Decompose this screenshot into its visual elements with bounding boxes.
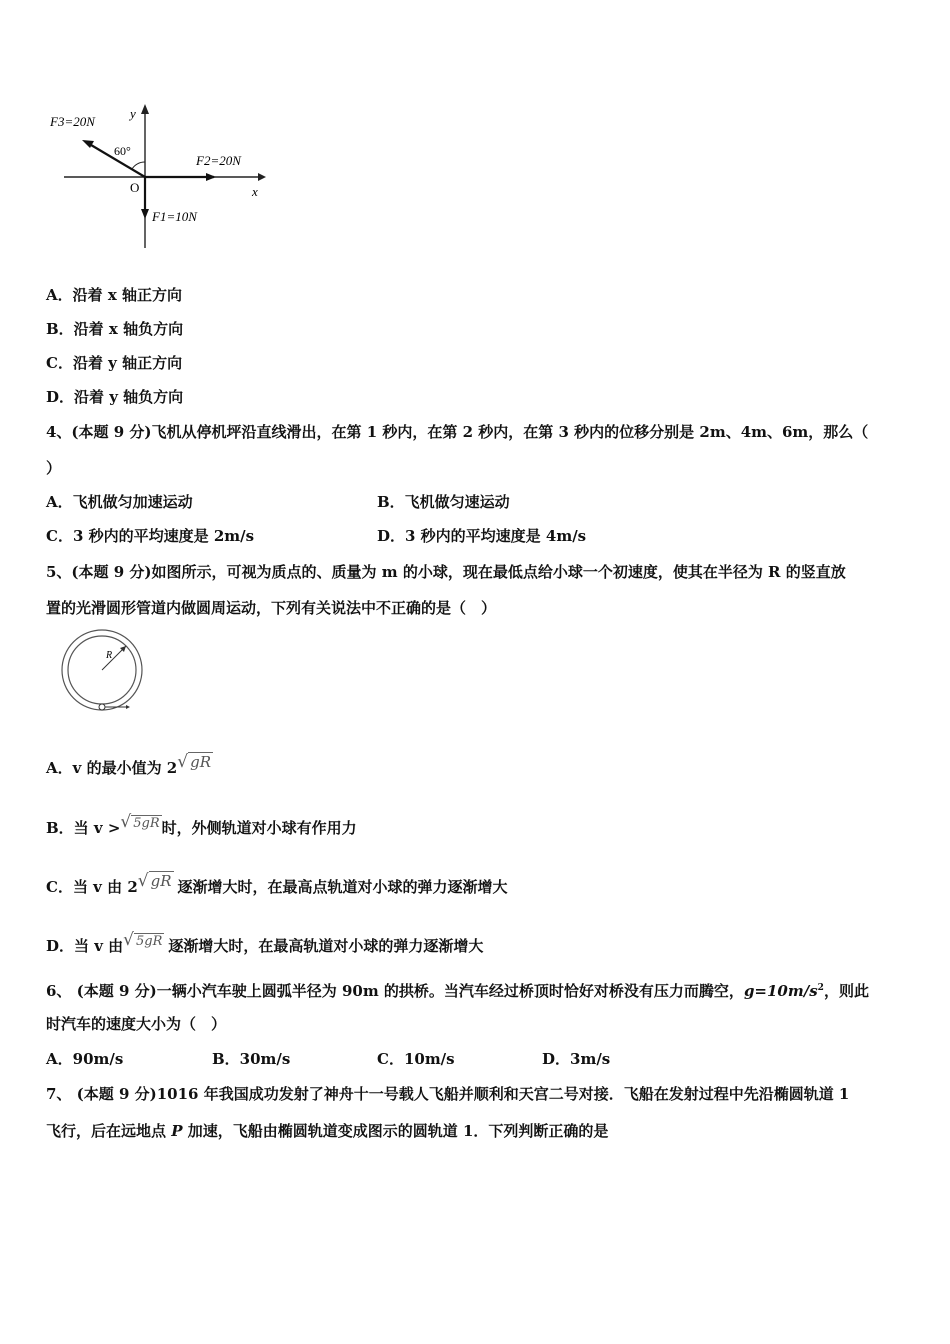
q6-stem-post: ，则此 <box>823 982 869 1000</box>
q3-option-a[interactable]: A．沿着 x 轴正方向 <box>46 286 183 304</box>
x-axis-arrow <box>258 173 266 181</box>
ball <box>99 704 105 710</box>
q5-option-c-pre: C．当 v 由 2 <box>46 878 138 896</box>
q6-option-d[interactable]: D．3m/s <box>542 1050 611 1068</box>
origin-label: O <box>130 180 140 195</box>
q6-stem-line2: 时汽车的速度大小为（ ） <box>46 1015 227 1033</box>
q5-stem-line1: 5、(本题 9 分)如图所示，可视为质点的、质量为 m 的小球，现在最低点给小球一个初速度，使其在半径为 R 的竖直放 <box>46 563 846 581</box>
q5-option-d-post: 逐渐增大时，在最高轨道对小球的弹力逐渐增大 <box>168 937 484 955</box>
q5-option-a-text: A．v 的最小值为 2 <box>46 759 178 777</box>
q5-stem-line2: 置的光滑圆形管道内做圆周运动，下列有关说法中不正确的是（ ） <box>46 599 497 617</box>
q7-stem-line2 <box>46 1121 608 1141</box>
q6-stem-pre: 6、 (本题 9 分)一辆小汽车驶上圆弧半径为 90m 的拱桥。当汽车经过桥顶时恰好对桥没有压力而腾空， <box>46 982 744 1000</box>
radius-label: R <box>106 650 113 661</box>
force-diagram <box>46 100 276 255</box>
f2-arrowhead <box>206 173 216 181</box>
sqrt-5gR: √ 5gR <box>123 930 163 950</box>
q3-option-b[interactable]: B．沿着 x 轴负方向 <box>46 320 184 338</box>
q4-stem-line1: 4、(本题 9 分)飞机从停机坪沿直线滑出，在第 1 秒内，在第 2 秒内，在第 3 秒内的位移分别是 2m、4m、6m，那么（ <box>46 423 869 441</box>
velocity-arrowhead <box>126 705 130 709</box>
q7-stem-post: 加速，飞船由椭圆轨道变成图示的圆轨道 1．下列判断正确的是 <box>182 1122 609 1140</box>
q4-option-d[interactable]: D．3 秒内的平均速度是 4m/s <box>377 527 587 545</box>
f3-label: F3=20N <box>50 114 95 129</box>
sqrt-gR: √ gR <box>177 752 211 772</box>
q5-option-d[interactable] <box>46 930 483 956</box>
q5-option-c-post: 逐渐增大时，在最高点轨道对小球的弹力逐渐增大 <box>177 878 508 896</box>
y-axis-arrow <box>141 104 149 114</box>
q6-stem-line1 <box>46 978 869 1001</box>
q3-option-c[interactable]: C．沿着 y 轴正方向 <box>46 354 183 372</box>
q4-option-a[interactable]: A．飞机做匀加速运动 <box>46 493 193 511</box>
q5-option-c[interactable] <box>46 871 508 897</box>
circular-tube-diagram <box>56 626 156 718</box>
q3-option-d[interactable]: D．沿着 y 轴负方向 <box>46 388 184 406</box>
q6-option-a[interactable]: A．90m/s <box>46 1050 124 1068</box>
q5-option-b-pre: B．当 v > <box>46 819 121 837</box>
x-axis-label: x <box>252 184 258 199</box>
angle-arc <box>132 162 145 169</box>
q6-option-c[interactable]: C．10m/s <box>377 1050 455 1068</box>
f1-arrowhead <box>141 209 149 219</box>
f1-label: F1=10N <box>152 209 197 224</box>
sqrt-5gR: √ 5gR <box>120 812 160 832</box>
q7-stem-pre: 飞行，后在远地点 <box>46 1122 172 1140</box>
q4-option-b[interactable]: B．飞机做匀速运动 <box>377 493 510 511</box>
q6-g-exp: 2 <box>817 983 824 993</box>
q6-g-value: g=10m/s <box>743 982 818 1000</box>
q5-option-d-pre: D．当 v 由 <box>46 937 124 955</box>
q5-option-a[interactable] <box>46 752 213 778</box>
q6-option-b[interactable]: B．30m/s <box>212 1050 291 1068</box>
q7-point: P <box>171 1122 183 1140</box>
angle-label: 60° <box>114 144 131 158</box>
q5-option-b[interactable] <box>46 812 357 838</box>
q4-stem-line2: ） <box>46 459 62 477</box>
q5-option-b-post: 时，外侧轨道对小球有作用力 <box>161 819 357 837</box>
y-axis-label: y <box>130 106 136 121</box>
q7-stem-line1: 7、 (本题 9 分)1016 年我国成功发射了神舟十一号载人飞船并顺利和天宫二号对接．飞船在发射过程中先沿椭圆轨道 1 <box>46 1085 850 1103</box>
sqrt-gR: √ gR <box>137 871 172 891</box>
f2-label: F2=20N <box>196 153 241 168</box>
q4-option-c[interactable]: C．3 秒内的平均速度是 2m/s <box>46 527 255 545</box>
